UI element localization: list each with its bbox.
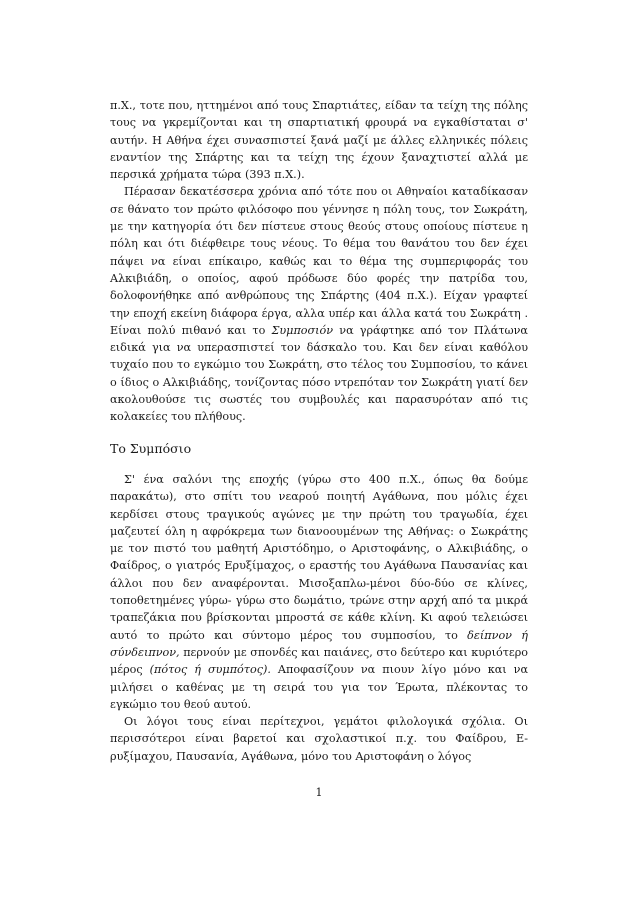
paragraph-3-mid: περνούν με σπονδές και παιάνες, στο δεύτερο και κυριότερο μέρος	[110, 645, 529, 677]
paragraph-3-text: Σ' ένα σαλόνι της εποχής (γύρω στο 400 π.Χ., όπως θα δούμε παρακάτω), στο σπίτι του νεαρού ποιητή Αγάθωνα, που μόλις έχει κερδίσει στους τραγικούς αγώνες με την πρώτη του τραγωδία, έχει μαζευτεί όλη η αφρόκρεμα των διανοουμένων της Αθήνας: ο Σωκράτης με τον πιστό του μαθητή Αριστόδημο, ο Αριστοφάνης, ο Αλκιβιάδης, ο Φαίδρος, ο γιατρός Ερυξίμαχος, ο εραστής του Αγάθωνα Παυσανίας και άλλοι που δεν αναφέρονται. Μισοξαπλω-μένοι δύο-δύο σε κλίνες, τοποθετημένες γύρω- γύρω στο δωμάτιο, τρώνε στην αρχή από τα μικρά τραπεζάκια που βρίσκονται μπροστά σε κάθε κλίνη. Κι αφού τελειώσει αυτό το πρώτο και σύντομο μέρος του συμποσίου, το	[110, 472, 528, 642]
paragraph-2	[110, 183, 528, 425]
paragraph-3-end: Αποφασίζουν να πιουν λίγο μόνο και να μιλήσει ο καθένας με τη σειρά του για τον Έρωτα, πλέκοντας το εγκώμιο του θεού αυτού.	[110, 663, 529, 711]
paragraph-4: Οι λόγοι τους είναι περίτεχνοι, γεμάτοι φιλολογικά σχόλια. Οι περισσότεροι είναι βαρετοί και σχολαστικοί π.χ. του Φαίδρου, Ε-ρυξίμαχου, Παυσανία, Αγάθωνα, μόνο του Αριστοφάνη ο λόγος	[110, 715, 528, 763]
paragraph-2-text: Πέρασαν δεκατέσσερα χρόνια από τότε που οι Αθηναίοι καταδίκασαν σε θάνατο τον πρώτο φιλόσοφο που γέννησε η πόλη τους, τον Σωκράτη, με την κατηγορία ότι δεν πίστευε στους θεούς στους οποίους πίστευε η πόλη και ότι διέφθειρε τους νέους. Το θέμα του θανάτου του δεν έχει πάψει να είναι επίκαιρο, καθώς και το θέμα της συμπεριφοράς του Αλκιβιάδη, ο οποίος, αφού πρόδωσε δύο φορές την πατρίδα του, δολοφονήθηκε από ανθρώπους της Σπάρτης (404 π.Χ.). Είχαν γραφτεί την εποχή εκείνη διάφορα έργα, αλλα υπέρ και άλλα κατά του Σωκράτη . Είναι πολύ πιθανό και το	[110, 185, 528, 337]
symposium-title-italic: Συμποσιόν	[271, 323, 334, 337]
paragraph-1: π.Χ., τοτε που, ηττημένοι από τους Σπαρτιάτες, είδαν τα τείχη της πόλης τους να γκρεμίζονται και τη σπαρτιατική φρουρά να εγκαθίσταται σ' αυτήν. Η Αθήνα έχει συνασπιστεί ξανά μαζί με άλλες ελληνικές πόλεις εναντίον της Σπάρτης και τα τείχη της έχουν ξαναχτιστεί αλλά με περσικά χρήματα τώρα (393 π.Χ.).	[110, 99, 528, 182]
paragraph-2-end: να γράφτηκε από τον Πλάτωνα ειδικά για να υπερασπιστεί τον δάσκαλο του. Και δεν είναι καθόλου τυχαίο που το εγκώμιο του Σωκράτη, στο τέλος του Συμποσίου, το κάνει ο ίδιος ο Αλκιβιάδης, τονίζοντας πόσο ντρεπόταν τον Σωκράτη γιατί δεν ακολουθούσε τις σωστές του συμβουλές και παρασυρόταν από τις κολακείες του πλήθους.	[110, 323, 528, 424]
document-page	[110, 97, 528, 765]
page-number: 1	[315, 786, 323, 799]
section-heading: Το Συμπόσιο	[110, 440, 192, 456]
paragraph-3	[110, 471, 528, 713]
potos-italic: (πότος ή συμπότος).	[149, 663, 271, 677]
deipnon-italic: δείπνον ή σύνδειπνον,	[110, 628, 528, 659]
